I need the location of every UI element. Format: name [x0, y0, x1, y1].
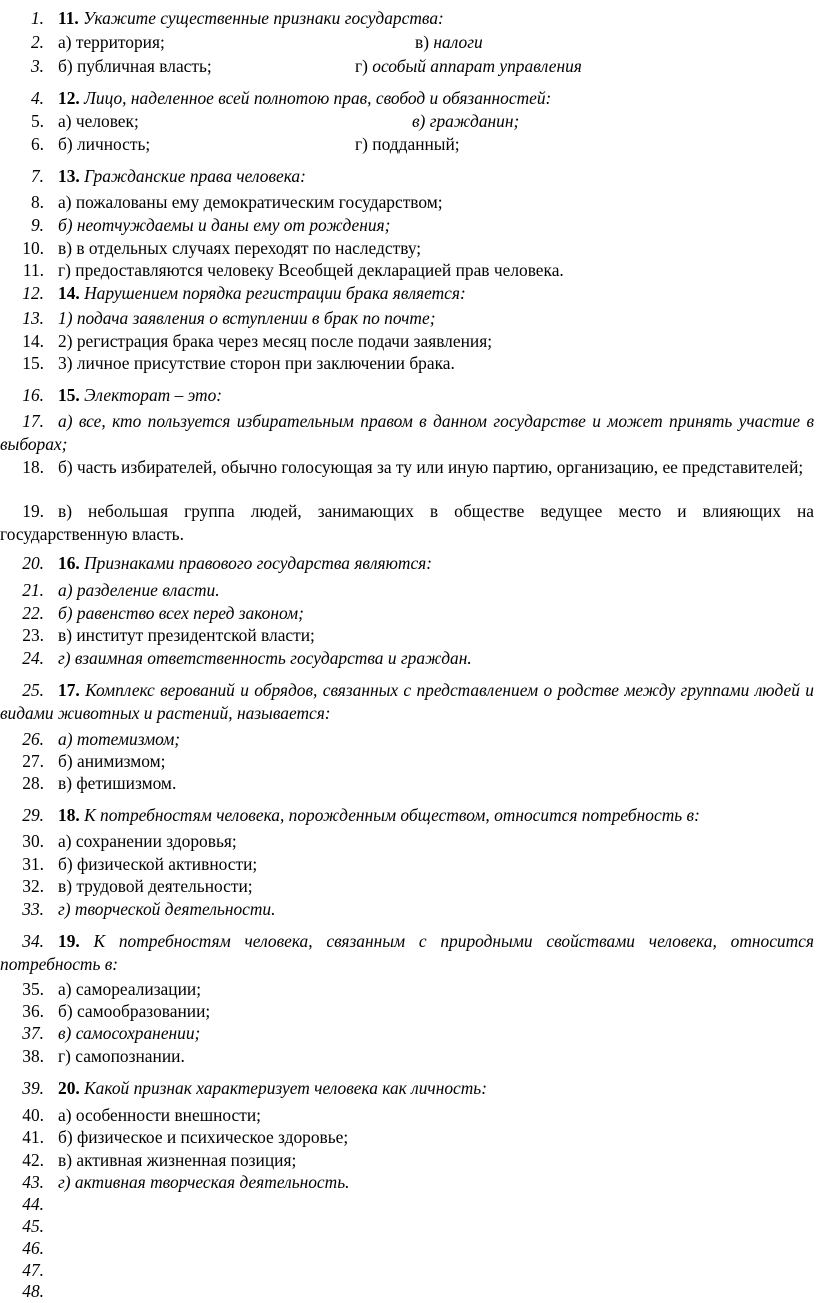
option-v: в) гражданин;: [412, 111, 520, 131]
answer-paragraph: 18. б) часть избирателей, обычно голосующая за ту или иную партию, организацию, ее представителей;: [22, 457, 804, 477]
answer-paragraph: 19. в) небольшая группа людей, занимающих в обществе ведущее место и влияющих на государственную власть.: [0, 501, 814, 544]
question-19-title: 34. 19. К потребностям человека, связанным с природными свойствами человека, относится потребность в:: [0, 931, 814, 974]
option-a: а) человек;: [58, 111, 139, 131]
option-v: в) налоги: [415, 32, 483, 52]
option-b: б) личность;: [58, 134, 151, 154]
answer-paragraph: 17. а) все, кто пользуется избирательным правом в данном государстве и может принять участие в выборах;: [0, 411, 814, 454]
line-number: 1.: [30, 8, 44, 28]
option-a: а) территория;: [58, 32, 165, 52]
question-17-title: 25. 17. Комплекс верований и обрядов, связанных с представлением о родстве между группами людей и видами животных и растений, называется:: [0, 680, 814, 723]
option-b: б) публичная власть;: [58, 56, 212, 76]
option-g: г) подданный;: [355, 134, 460, 154]
question-text: 11. Укажите существенные признаки государства:: [58, 8, 444, 28]
option-g: г) особый аппарат управления: [355, 56, 582, 76]
